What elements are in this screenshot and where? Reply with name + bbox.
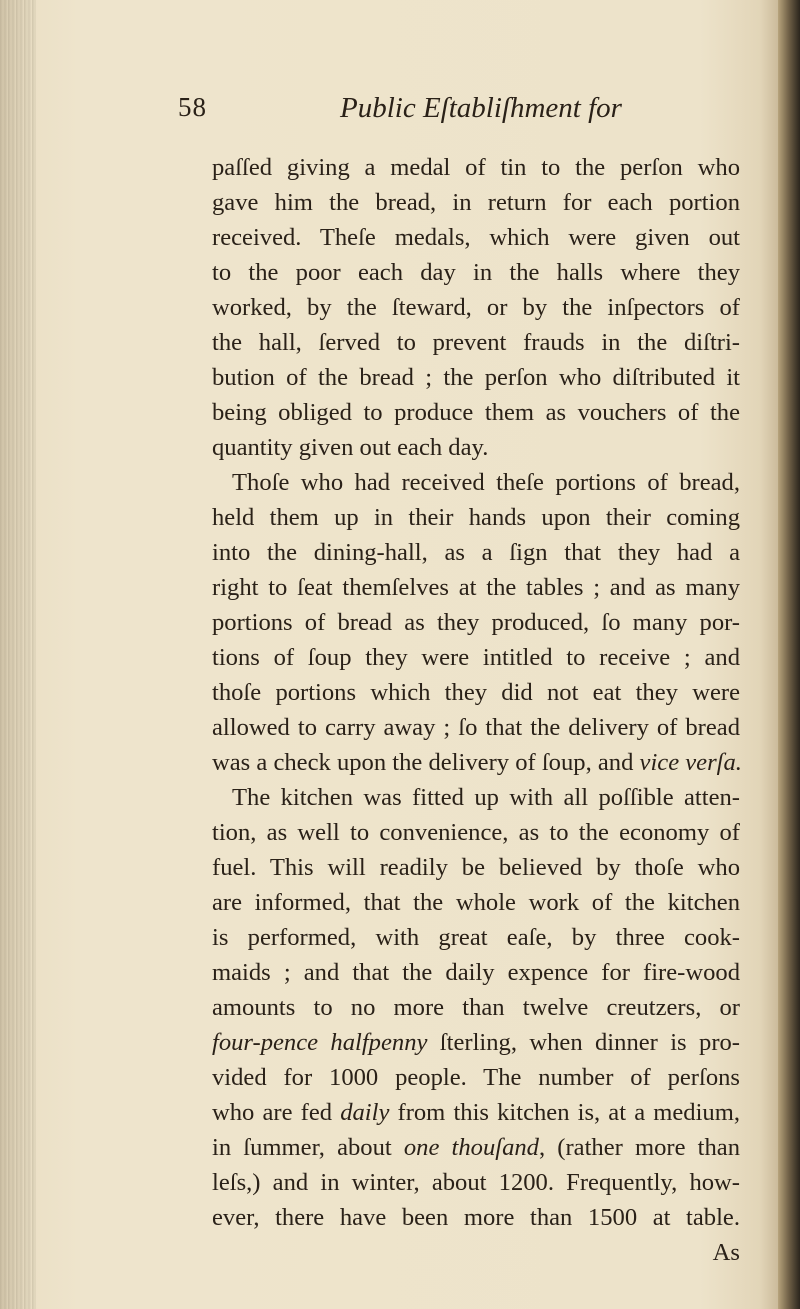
text-line: worked, by the ſteward, or by the inſpectors of	[212, 294, 740, 321]
text-line: maids ; and that the daily expence for fire-wood	[212, 959, 740, 986]
page-edge-shadow	[778, 0, 800, 1309]
page-number: 58	[178, 92, 207, 122]
text-segment: was a check upon the delivery of ſoup, and	[212, 749, 640, 776]
text-line: vided for 1000 people. The number of perſons	[212, 1064, 740, 1091]
body-text	[212, 150, 740, 1270]
italic-phrase: one thouſand	[403, 1134, 539, 1161]
text-segment: in ſummer, about	[212, 1134, 404, 1161]
text-line: the hall, ſerved to prevent frauds in the diſtri-	[212, 329, 740, 356]
italic-phrase: four-pence halfpenny	[212, 1029, 428, 1056]
text-line: portions of bread as they produced, ſo many por-	[212, 609, 740, 636]
text-line: ever, there have been more than 1500 at table.	[212, 1204, 740, 1231]
text-line: is performed, with great eaſe, by three cook-	[212, 924, 740, 951]
text-line: fuel. This will readily be believed by thoſe who	[212, 854, 740, 881]
text-line: into the dining-hall, as a ſign that they had a	[212, 539, 740, 566]
text-line: The kitchen was fitted up with all poſſible atten-	[232, 784, 740, 811]
text-line-with-italic	[212, 1025, 740, 1060]
text-line: received. Theſe medals, which were given out	[212, 224, 740, 251]
text-line: right to ſeat themſelves at the tables ; and as many	[212, 574, 740, 601]
text-line: amounts to no more than twelve creutzers, or	[212, 994, 740, 1021]
text-line-with-italic	[212, 745, 740, 780]
text-segment: , (rather more than	[538, 1134, 740, 1161]
text-line: Thoſe who had received theſe portions of bread,	[232, 469, 740, 496]
text-segment: who are fed	[212, 1099, 341, 1126]
text-line: quantity given out each day.	[212, 434, 489, 461]
text-line: allowed to carry away ; ſo that the delivery of bread	[212, 714, 740, 741]
text-line: tion, as well to convenience, as to the economy of	[212, 819, 740, 846]
italic-word: daily	[340, 1099, 390, 1126]
text-line: held them up in their hands upon their coming	[212, 504, 740, 531]
text-line: bution of the bread ; the perſon who diſtributed it	[212, 364, 740, 391]
running-head	[0, 92, 800, 132]
text-line-with-italic	[212, 1130, 740, 1165]
text-line: leſs,) and in winter, about 1200. Frequently, how-	[212, 1169, 740, 1196]
text-segment: ſterling, when dinner is pro-	[427, 1029, 740, 1056]
running-title: Public Eſtabliſhment for	[340, 92, 622, 124]
binding-gutter	[0, 0, 36, 1309]
text-line: gave him the bread, in return for each portion	[212, 189, 740, 216]
text-line: are informed, that the whole work of the kitchen	[212, 889, 740, 916]
italic-phrase: vice verſa.	[639, 749, 742, 776]
catchword: As	[712, 1239, 740, 1266]
text-line: tions of ſoup they were intitled to receive ; and	[212, 644, 740, 671]
text-segment: from this kitchen is, at a medium,	[389, 1099, 740, 1126]
text-line: being obliged to produce them as vouchers of the	[212, 399, 740, 426]
text-line: paſſed giving a medal of tin to the perſon who	[212, 154, 740, 181]
text-line-with-italic	[212, 1095, 740, 1130]
text-line: to the poor each day in the halls where they	[212, 259, 740, 286]
text-line: thoſe portions which they did not eat they were	[212, 679, 740, 706]
